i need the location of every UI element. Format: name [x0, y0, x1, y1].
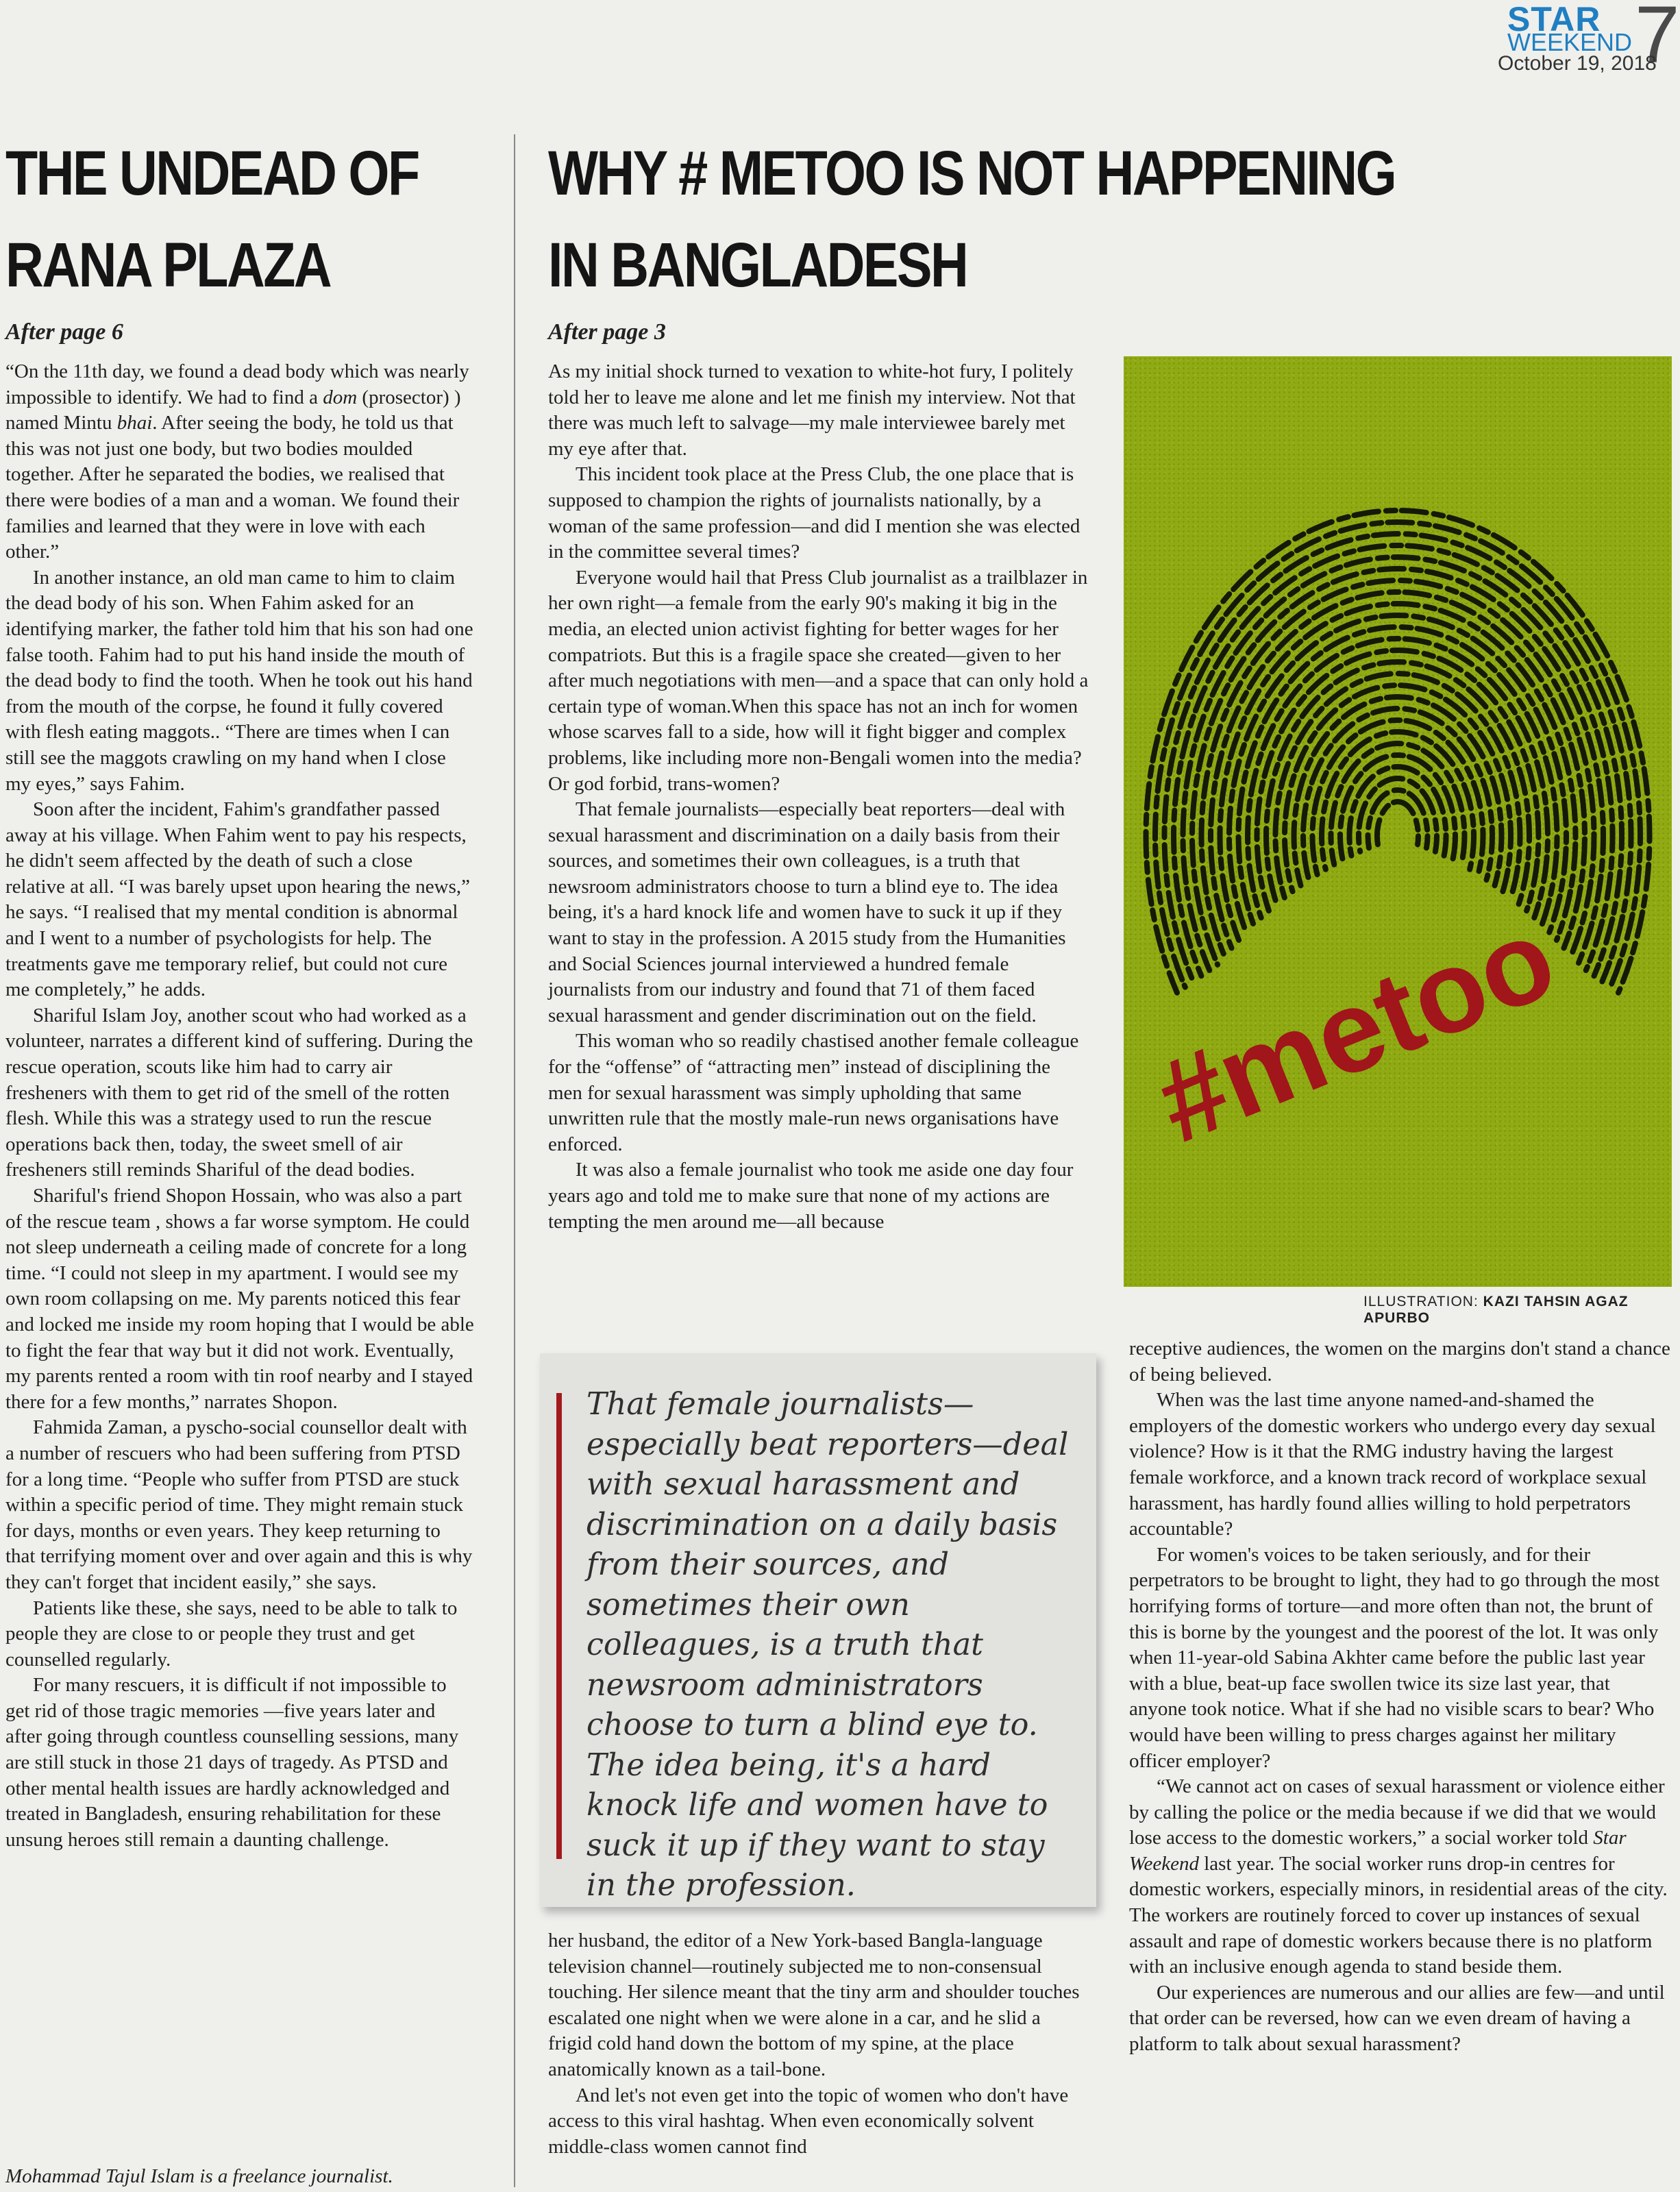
- pull-quote-bar: [556, 1393, 562, 1859]
- left-paragraph: In another instance, an old man came to him to claim the dead body of his son. When Fahim asked for an identifying marker, the father told him that his son had one false tooth. Fahim had to put his hand inside the mouth of the dead body to find the tooth. When he took out his hand from the mouth of the corpse, he found it fully covered with flesh eating maggots.. “There are times when I can still see the maggots crawling on my hand when I close my eyes,” says Fahim.: [5, 566, 473, 795]
- right-paragraph: When was the last time anyone named-and-shamed the employers of the domestic workers who undergo every day sexual violence? How is it that the RMG industry having the largest female workforce, and a known track record of workplace sexual harassment, has hardly found allies willing to hold perpetrators accountable?: [1129, 1389, 1656, 1540]
- right-headline-line1: WHY # METOO IS NOT HAPPENING: [548, 138, 1396, 208]
- illustration-credit: [1363, 1294, 1680, 1327]
- right-paragraph: And let's not even get into the topic of women who don't have access to this viral hashtag. When even economically solvent middle-class women cannot find: [548, 2084, 1069, 2158]
- right-paragraph: “We cannot act on cases of sexual harassment or violence either by calling the police or the media because if we did that we would lose access to the domestic workers,” a social worker told Star Weekend last year. The social worker runs drop-in centres for domestic workers, especially minors, in residential areas of the city. The workers are routinely forced to cover up instances of sexual assault and rape of domestic workers because there is no platform with an inclusive enough agenda to stand beside them.: [1129, 1775, 1668, 1978]
- right-continued-label: After page 3: [548, 319, 666, 345]
- left-headline-line2: RANA PLAZA: [5, 230, 331, 300]
- right-column-2-body: [1129, 1336, 1672, 2058]
- left-paragraph: Shariful's friend Shopon Hossain, who was also a part of the rescue team , shows a far worse symptom. He could not sleep underneath a ceiling made of concrete for a long time. “I could not sleep in my apartment. I would see my own room collapsing on me. My parents noticed this fear and locked me inside my room hoping that I would be able to fight the fear that way but it did not work. Eventually, my parents rented a room with tin roof nearby and I stayed there for a few months,” narrates Shopon.: [5, 1185, 474, 1413]
- left-continued-label: After page 6: [5, 319, 123, 345]
- right-paragraph: This incident took place at the Press Club, the one place that is supposed to champion the rights of journalists nationally, by a woman of the same profession—and did I mention she was elected in the committee several times?: [548, 463, 1080, 563]
- right-paragraph: This woman who so readily chastised another female colleague for the “offense” of “attracting men” instead of disciplining the men for sexual harassment was simply upholding that same unwritten rule that the mostly male-run news organisations have enforced.: [548, 1030, 1079, 1155]
- right-paragraph: receptive audiences, the women on the margins don't stand a chance of being believed.: [1129, 1338, 1670, 1386]
- right-paragraph: That female journalists—especially beat reporters—deal with sexual harassment and discrimination on a daily basis from their sources, and sometimes their own colleagues, is a truth that newsroom administrators choose to turn a blind eye to. The idea being, it's a hard knock life and women have to suck it up if they want to stay in the profession. A 2015 study from the Humanities and Social Sciences journal interviewed a hundred female journalists from our industry and found that 71 of them faced sexual harassment and gender discrimination out on the field.: [548, 798, 1066, 1026]
- right-headline: [548, 127, 1584, 311]
- right-paragraph: Our experiences are numerous and our allies are few—and until that order can be reversed, how can we even dream of having a platform to talk about sexual harassment?: [1129, 1981, 1665, 2056]
- left-paragraph: For many rescuers, it is difficult if not impossible to get rid of those tragic memories —five years later and after going through countless counselling sessions, many are still stuck in those 21 days of tragedy. As PTSD and other mental health issues are hardly acknowledged and treated in Bangladesh, ensuring rehabilitation for these unsung heroes still remain a daunting challenge.: [5, 1674, 459, 1851]
- metoo-hashtag-label: #metoo: [1139, 891, 1572, 1168]
- left-paragraph: Fahmida Zaman, a pyscho-social counsellor dealt with a number of rescuers who had been suffering from PTSD for a long time. “People who suffer from PTSD are stuck within a specific period of time. They might remain stuck for days, months or even years. They keep returning to that terrifying moment over and over again and this is why they can't forget that incident easily,” she says.: [5, 1416, 473, 1593]
- left-paragraph-1: “On the 11th day, we found a dead body which was nearly impossible to identify. We had to find a dom (prosector) ) named Mintu bhai. After seeing the body, he told us that this was not just one body, but two bodies moulded together. After he separated the bodies, we realised that there were bodies of a man and a woman. We found their families and learned that they were in love with each other.”: [5, 360, 469, 563]
- left-paragraph: Soon after the incident, Fahim's grandfather passed away at his village. When Fahim went to pay his respects, he didn't seem affected by the death of such a close relative at all. “I was barely upset upon hearing the news,” he says. “I realised that my mental condition is abnormal and I went to a number of psychologists for help. The treatments gave me temporary relief, but could not cure me completely,” he adds.: [5, 798, 471, 1001]
- masthead-logo-star: STAR: [1507, 0, 1601, 38]
- left-paragraph: Shariful Islam Joy, another scout who had worked as a volunteer, narrates a different kind of suffering. During the rescue operation, scouts like him had to carry air fresheners with them to get rid of the smell of the rotten flesh. While this was a strategy used to run the rescue operations back then, today, the sweet smell of air fresheners still reminds Shariful of the dead bodies.: [5, 1004, 473, 1181]
- left-article-body: [5, 359, 474, 1853]
- pull-quote-text: That female journalists—especially beat reporters—deal with sexual harassment and discrimination on a daily basis from their sources, and sometimes their own colleagues, is a truth that newsroom administrators choose to turn a blind eye to. The idea being, it's a hard knock life and women have to suck it up if they want to stay in the profession.: [586, 1387, 1069, 1903]
- left-paragraph: Patients like these, she says, need to be able to talk to people they are close to or people they trust and get counselled regularly.: [5, 1597, 458, 1671]
- right-column-1-continued: [548, 1928, 1089, 2160]
- right-paragraph: As my initial shock turned to vexation to white-hot fury, I politely told her to leave me alone and let me finish my interview. Not that there was much left to salvage—my male interviewee barely met my eye after that.: [548, 360, 1076, 460]
- right-paragraph: Everyone would hail that Press Club journalist as a trailblazer in her own right—a female from the early 90's making it big in the media, an elected union activist fighting for better wages for her compatriots. But this is a fragile space she created—given to her after much negotiations with men—and a space that can only hold a certain type of woman.When this space has not an inch for women whose scarves fall to a side, how will it fight bigger and complex problems, like including more non-Bengali women into the media? Or god forbid, trans-women?: [548, 566, 1089, 795]
- illustration-credit-name: KAZI TAHSIN AGAZ APURBO: [1363, 1294, 1629, 1326]
- illustration-credit-label: ILLUSTRATION:: [1363, 1294, 1479, 1309]
- column-divider: [514, 134, 515, 2187]
- right-paragraph: For women's voices to be taken seriously, and for their perpetrators to be brought to light, they had to go through the most horrifying forms of torture—and more often than not, the brunt of this is borne by the youngest and the poorest of the lot. It was only when 11-year-old Sabina Akhter came before the public last year with a blue, beat-up face swollen twice its size last year, that anyone took notice. What if she had no visible scars to bear? Who would have been willing to press charges against her military officer employer?: [1129, 1543, 1660, 1772]
- masthead-logo-weekend: WEEKEND: [1507, 28, 1633, 56]
- pull-quote: [540, 1353, 1096, 1907]
- left-byline: Mohammad Tajul Islam is a freelance journalist.: [5, 2165, 393, 2187]
- right-paragraph: her husband, the editor of a New York-based Bangla-language television channel—routinely subjected me to non-consensual touching. Her silence meant that the tiny arm and shoulder touches escalated one night when we were alone in a car, and he slid a frigid cold hand down the bottom of my spine, at the place anatomically known as a tail-bone.: [548, 1930, 1080, 2080]
- left-headline: [5, 127, 466, 311]
- page-number: 7: [1635, 0, 1680, 80]
- fingerprint-icon: [1124, 356, 1672, 1287]
- issue-date: October 19, 2018: [1498, 52, 1657, 75]
- right-paragraph: It was also a female journalist who took me aside one day four years ago and told me to make sure that none of my actions are tempting the men around me—all because: [548, 1159, 1074, 1233]
- metoo-illustration: [1124, 356, 1672, 1287]
- right-headline-line2: IN BANGLADESH: [548, 230, 967, 300]
- right-column-1-body: [548, 359, 1089, 1235]
- left-headline-line1: THE UNDEAD OF: [5, 138, 419, 208]
